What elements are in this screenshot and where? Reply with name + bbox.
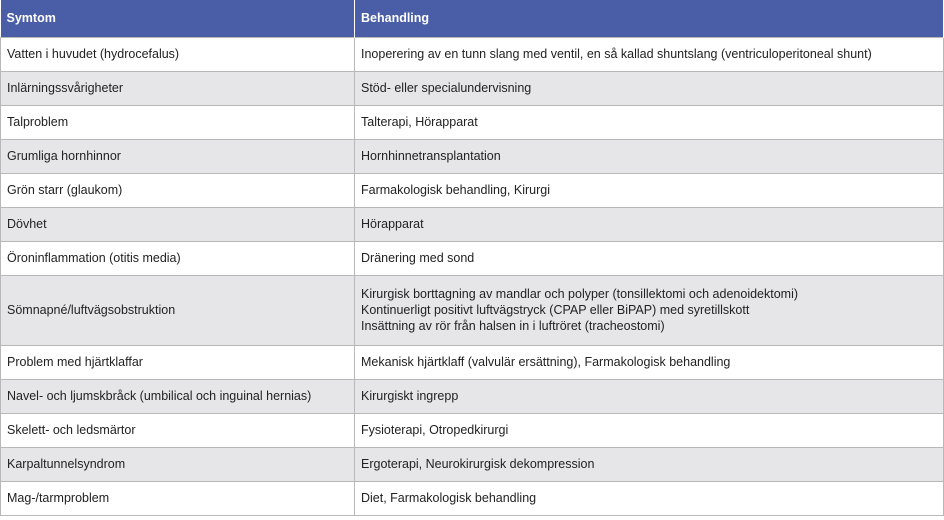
table-row: [1, 447, 944, 481]
treatment-line: Insättning av rör från halsen in i luftröret (tracheostomi): [361, 319, 665, 333]
table-row: [1, 241, 944, 275]
symptom-cell: Dövhet: [1, 207, 355, 241]
treatment-line: Farmakologisk behandling, Kirurgi: [361, 183, 550, 197]
symptom-cell: Sömnapné/luftvägsobstruktion: [1, 275, 355, 345]
symptom-cell: Navel- och ljumskbråck (umbilical och inguinal hernias): [1, 379, 355, 413]
treatment-cell: [355, 207, 944, 241]
table-row: [1, 139, 944, 173]
table-body: [1, 37, 944, 515]
symptom-cell: Inlärningssvårigheter: [1, 71, 355, 105]
treatment-cell: [355, 481, 944, 515]
symptom-cell: Skelett- och ledsmärtor: [1, 413, 355, 447]
symptom-cell: Vatten i huvudet (hydrocefalus): [1, 37, 355, 71]
treatment-cell: [355, 71, 944, 105]
treatment-line: Diet, Farmakologisk behandling: [361, 491, 537, 505]
table-row: [1, 481, 944, 515]
symptom-cell: Karpaltunnelsyndrom: [1, 447, 355, 481]
column-header-treatment: Behandling: [355, 0, 944, 37]
treatment-line: Mekanisk hjärtklaff (valvulär ersättning), Farmakologisk behandling: [361, 355, 731, 369]
symptom-cell: Öroninflammation (otitis media): [1, 241, 355, 275]
treatment-line: Fysioterapi, Otropedkirurgi: [361, 423, 509, 437]
treatment-line: Ergoterapi, Neurokirurgisk dekompression: [361, 457, 595, 471]
column-header-symptom: Symtom: [1, 0, 355, 37]
treatment-cell: [355, 275, 944, 345]
symptom-cell: Grumliga hornhinnor: [1, 139, 355, 173]
treatment-line: Kontinuerligt positivt luftvägstryck (CPAP eller BiPAP) med syretillskott: [361, 303, 750, 317]
treatment-cell: [355, 379, 944, 413]
treatment-line: Stöd- eller specialundervisning: [361, 81, 532, 95]
treatment-line: Kirurgiskt ingrepp: [361, 389, 459, 403]
treatment-line: Inoperering av en tunn slang med ventil, en så kallad shuntslang (ventriculoperitoneal shunt): [361, 47, 872, 61]
table-row: [1, 37, 944, 71]
table-row: [1, 413, 944, 447]
symptom-cell: Problem med hjärtklaffar: [1, 345, 355, 379]
table-row: [1, 379, 944, 413]
treatment-cell: [355, 173, 944, 207]
treatment-line: Kirurgisk borttagning av mandlar och polyper (tonsillektomi och adenoidektomi): [361, 287, 799, 301]
table-row: [1, 275, 944, 345]
table-row: [1, 105, 944, 139]
treatment-cell: [355, 37, 944, 71]
table-header-row: [1, 0, 944, 37]
treatment-cell: [355, 105, 944, 139]
symptom-cell: Mag-/tarmproblem: [1, 481, 355, 515]
symptom-cell: Talproblem: [1, 105, 355, 139]
treatment-line: Dränering med sond: [361, 251, 475, 265]
table-row: [1, 173, 944, 207]
treatment-cell: [355, 413, 944, 447]
treatment-cell: [355, 345, 944, 379]
table-row: [1, 345, 944, 379]
table-row: [1, 71, 944, 105]
treatment-line: Hörapparat: [361, 217, 424, 231]
treatment-cell: [355, 447, 944, 481]
treatment-cell: [355, 241, 944, 275]
treatment-cell: [355, 139, 944, 173]
table-row: [1, 207, 944, 241]
treatment-line: Talterapi, Hörapparat: [361, 115, 478, 129]
symptom-cell: Grön starr (glaukom): [1, 173, 355, 207]
treatment-line: Hornhinnetransplantation: [361, 149, 501, 163]
